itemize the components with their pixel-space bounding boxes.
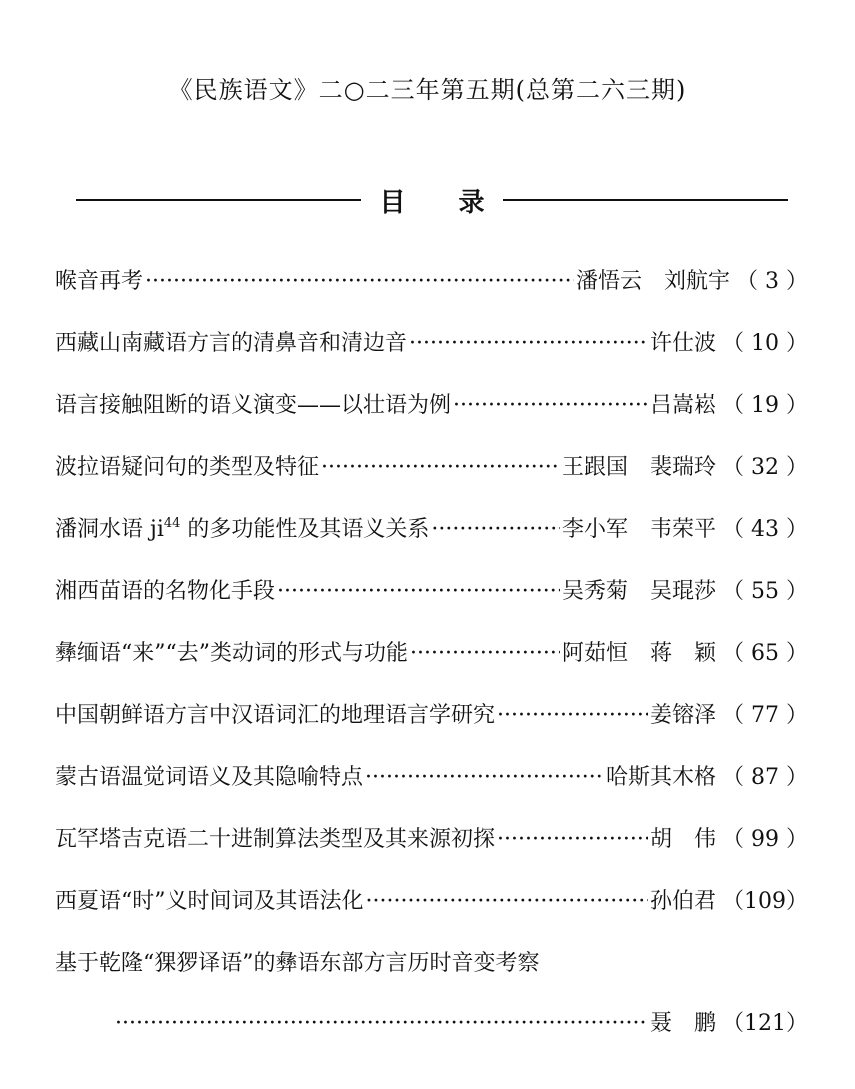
toc-entry[interactable] [55,946,808,1006]
leader-dots [321,455,560,480]
article-title: 西夏语“时”义时间词及其语法化 [55,889,364,914]
toc-entry[interactable] [55,512,808,574]
article-title: 基于乾隆“猓猡译语”的彝语东部方言历时音变考察 [55,951,540,976]
article-author: 潘悟云 刘航宇 [576,269,731,294]
article-title: 彝缅语“来”“去”类动词的形式与功能 [55,641,408,666]
article-title: 蒙古语温觉词语义及其隐喻特点 [55,765,364,790]
leader-dots [365,765,604,790]
article-title: 西藏山南藏语方言的清鼻音和清边音 [55,331,408,356]
article-title: 喉音再考 [55,269,144,294]
article-author: 聂 鹏 [649,1011,716,1036]
article-author: 吕嵩崧 [650,393,717,418]
article-author: 胡 伟 [650,827,717,852]
leader-dots [410,641,560,666]
leader-dots [431,517,560,542]
article-title: 瓦罕塔吉克语二十进制算法类型及其来源初探 [55,827,496,852]
article-title: 波拉语疑问句的类型及特征 [55,455,320,480]
toc-entry[interactable] [55,574,808,636]
journal-issue-header: 《民族语文》二○二三年第五期(总第二六三期) [168,76,687,104]
article-title: 中国朝鲜语方言中汉语词汇的地理语言学研究 [55,703,496,728]
toc-heading-label: 目 录 [379,187,507,218]
toc-entry[interactable] [55,760,808,822]
page-number: （ 99 ） [722,827,808,852]
toc-entry[interactable] [55,388,808,450]
article-title [55,512,429,543]
page-number: （121） [722,1011,808,1036]
page-number: （ 3 ） [736,269,808,294]
article-author: 姜镕泽 [650,703,717,728]
article-author: 阿茹恒 蒋 颖 [562,641,717,666]
page-number: （ 19 ） [722,393,808,418]
article-author: 王跟国 裴瑞玲 [562,455,717,480]
page-number: （ 65 ） [722,641,808,666]
toc-entry[interactable] [55,326,808,388]
leader-dots [366,889,648,914]
article-title: 湘西苗语的名物化手段 [55,579,276,604]
table-of-contents [55,264,808,1068]
tone-superscript: 44 [163,516,181,531]
article-title: 语言接触阻断的语义演变——以壮语为例 [55,393,452,418]
page-number: （109） [722,889,808,914]
toc-entry[interactable] [55,822,808,884]
article-author: 许仕波 [650,331,717,356]
page-number: （ 77 ） [722,703,808,728]
leader-dots [453,393,648,418]
article-author: 吴秀菊 吴琨莎 [562,579,717,604]
page-number: （ 55 ） [722,579,808,604]
article-author: 孙伯君 [649,889,716,914]
leader-dots [497,703,648,728]
toc-entry[interactable] [55,698,808,760]
heading-rule-right [503,199,788,201]
article-author: 哈斯其木格 [606,765,717,790]
leader-dots [277,579,560,604]
page-number: （ 32 ） [722,455,808,480]
page-number: （ 43 ） [722,517,808,542]
article-author: 李小军 韦荣平 [562,517,717,542]
leader-dots [115,1011,648,1036]
title-text: 的多功能性及其语义关系 [180,517,430,542]
toc-entry[interactable] [55,884,808,946]
leader-dots [145,269,574,294]
toc-section-heading [76,180,788,220]
leader-dots [497,827,648,852]
page-number: （ 10 ） [722,331,808,356]
toc-entry-continuation[interactable] [55,1006,808,1068]
heading-rule-left [76,199,361,201]
page-number: （ 87 ） [722,765,808,790]
toc-entry[interactable] [55,264,808,326]
toc-entry[interactable] [55,450,808,512]
title-text: 潘洞水语 ji [55,517,164,542]
toc-entry[interactable] [55,636,808,698]
leader-dots [409,331,648,356]
